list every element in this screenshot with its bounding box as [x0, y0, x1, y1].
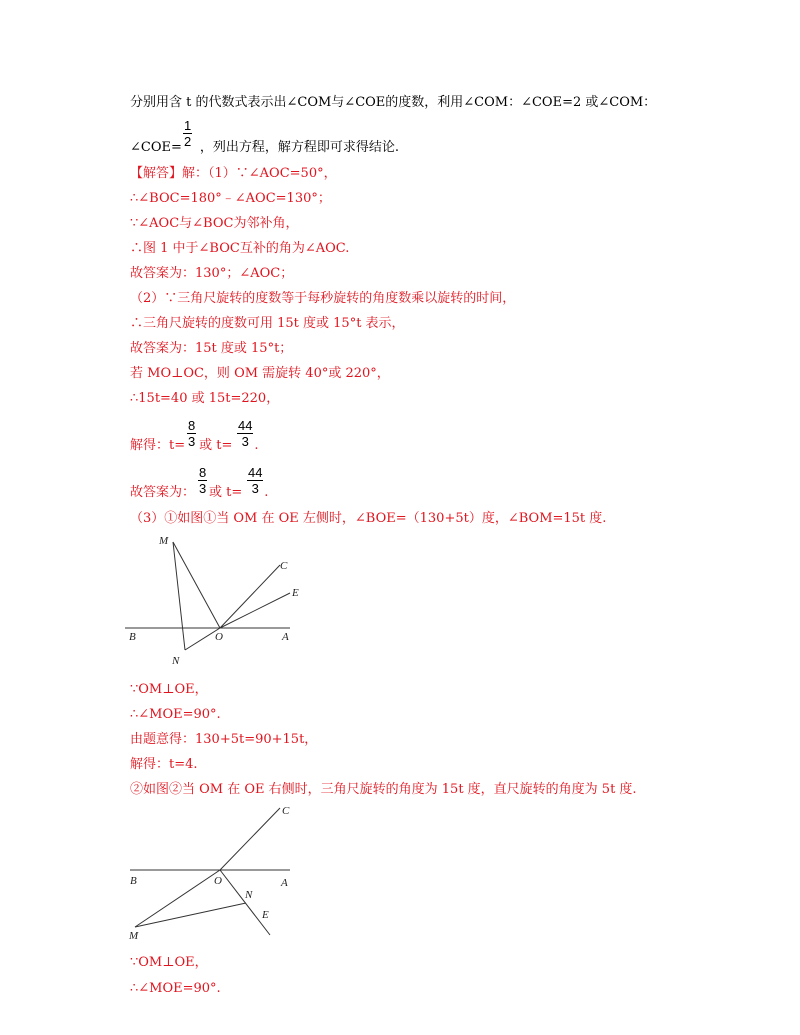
label-a: A	[282, 631, 289, 643]
fraction-half: $\frac{1}{2}$	[184, 118, 192, 149]
label-n: N	[172, 655, 180, 667]
label-m-2: M	[129, 930, 139, 942]
text-line-22: ∴∠MOE=90°.	[130, 981, 221, 996]
figure-2	[125, 800, 305, 945]
text-line-4: ∴∠BOC=180°﹣∠AOC=130°；	[130, 191, 331, 206]
text-line-12: ∴15t=40 或 15t=220，	[130, 391, 280, 406]
segment-mn-2	[135, 903, 246, 927]
coe-label: ∠COE=	[130, 140, 182, 155]
text-line-5: ∵∠AOC与∠BOC为邻补角，	[130, 216, 299, 231]
label-n-2: N	[245, 889, 253, 901]
text-line-9: ∴三角尺旋转的度数可用 15t 度或 15°t 表示，	[130, 316, 405, 331]
text-line-3: 【解答】解：（1）∵∠AOC=50°，	[130, 166, 337, 181]
text-line-2	[130, 140, 399, 156]
text-line-20: ②如图②当 OM 在 OE 右侧时，三角尺旋转的角度为 15t 度，直尺旋转的角度为 5t 度.	[130, 782, 637, 797]
text-line-6: ∴图 1 中于∠BOC互补的角为∠AOC.	[130, 241, 350, 256]
text-line-8: （2）∵三角尺旋转的度数等于每秒旋转的角度数乘以旋转的时间，	[130, 291, 516, 306]
text-line-11: 若 MO⊥OC，则 OM 需旋转 40°或 220°，	[130, 366, 390, 381]
text-line-21: ∵OM⊥OE，	[130, 955, 208, 970]
label-b-2: B	[130, 875, 137, 887]
label-a-2: A	[281, 877, 288, 889]
label-e: E	[292, 587, 299, 599]
text-line-17: ∴∠MOE=90°.	[130, 707, 221, 722]
label-o: O	[215, 631, 223, 643]
label-m: M	[159, 535, 169, 547]
ray-oe-2	[220, 870, 270, 935]
label-e-2: E	[262, 909, 269, 921]
figure-1	[125, 530, 305, 670]
ray-oc-2	[220, 808, 280, 870]
text-line-16: ∵OM⊥OE，	[130, 682, 208, 697]
fraction-eight-thirds-2: $\frac{8}{3}$	[199, 465, 207, 496]
ray-oc	[220, 565, 280, 628]
ray-oe	[220, 593, 290, 628]
text-line-19: 解得：t=4.	[130, 757, 198, 772]
fraction-fortyfour-thirds-2: $\frac{44}{3}$	[248, 465, 263, 496]
label-c-2: C	[282, 805, 290, 817]
label-c: C	[280, 560, 288, 572]
text-line-13: 解得：t= 或 t= .	[130, 438, 259, 453]
text-line-14: 故答案为： 或 t= .	[130, 485, 269, 500]
text-line-10: 故答案为：15t 度或 15°t；	[130, 341, 293, 356]
segment-mn	[173, 542, 185, 650]
fraction-eight-thirds-1: $\frac{8}{3}$	[188, 418, 196, 449]
conclusion-text: ，列出方程，解方程即可求得结论.	[199, 140, 400, 155]
label-o-2: O	[214, 875, 222, 887]
text-line-18: 由题意得：130+5t=90+15t，	[130, 732, 318, 747]
label-b: B	[129, 631, 136, 643]
segment-om-2	[135, 870, 220, 927]
segment-mo	[173, 542, 220, 628]
text-line-15: （3）①如图①当 OM 在 OE 左侧时，∠BOE=（130+5t）度，∠BOM=15t 度.	[130, 511, 607, 526]
text-line-7: 故答案为：130°；∠AOC；	[130, 266, 294, 281]
text-line-1: 分别用含 t 的代数式表示出∠COM与∠COE的度数，利用∠COM：∠COE=2 或∠COM：	[130, 95, 657, 110]
fraction-fortyfour-thirds-1: $\frac{44}{3}$	[238, 418, 253, 449]
